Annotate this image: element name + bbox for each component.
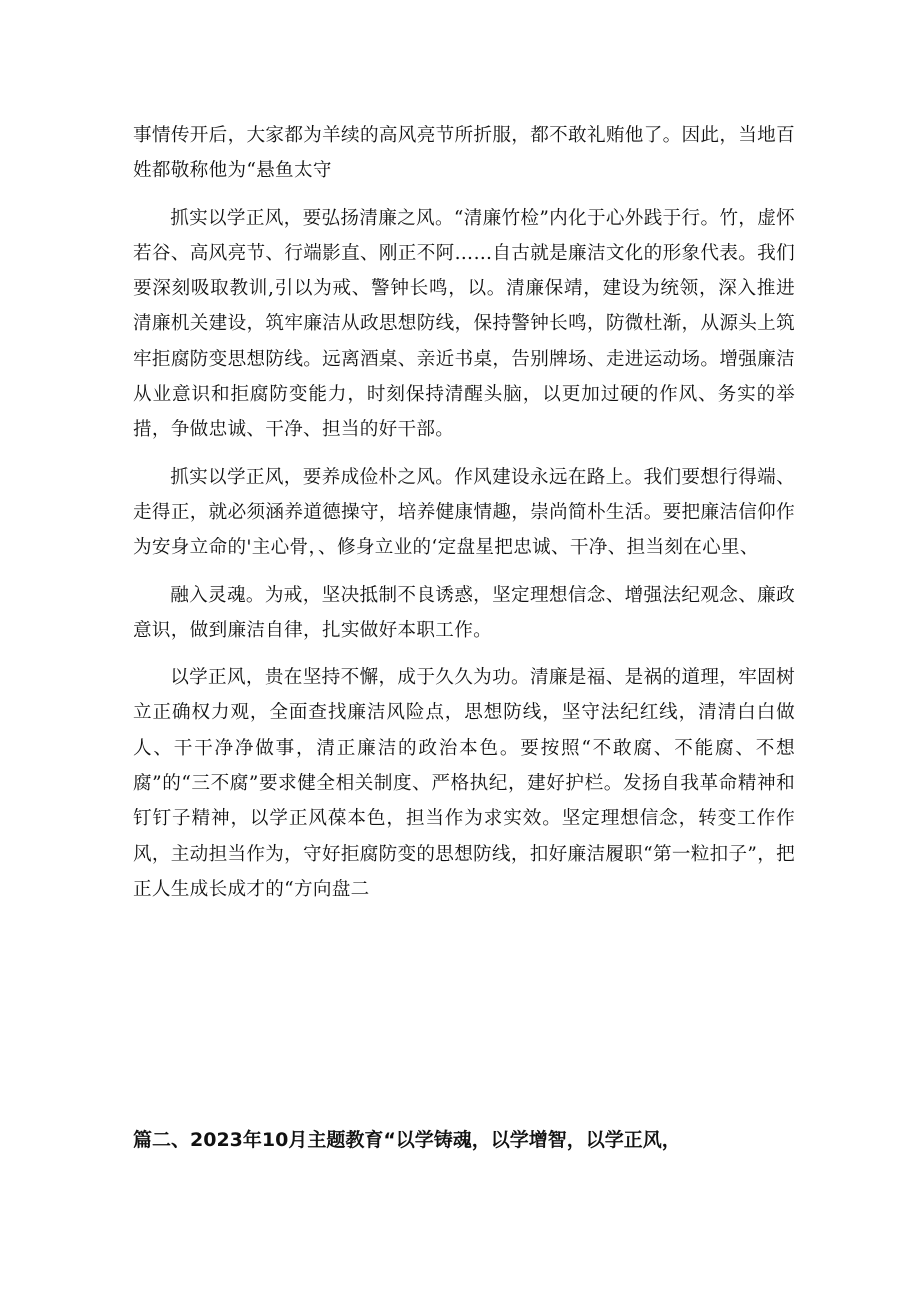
paragraph-1: 事情传开后，大家都为羊续的高风亮节所折服，都不敢礼贿他了。因此，当地百姓都敬称他为“悬鱼太守 — [133, 125, 795, 182]
paragraph-2: 抓实以学正风，要弘扬清廉之风。“清廉竹检”内化于心外践于行。竹，虚怀若谷、高风亮节、行端影直、刚正不阿……自古就是廉洁文化的形象代表。我们要深刻吸取教训,引以为戒、警钟长鸣，以。清廉保靖，建设为统领，深入推进清廉机关建设，筑牢廉洁从政思想防线，保持警钟长鸣，防微杜渐，从源头上筑牢拒腐防变思想防线。远离酒桌、亲近书桌，告别牌场、走进运动场。增强廉洁从业意识和拒腐防变能力，时刻保持清醒头脑，以更加过硬的作风、务实的举措，争做忠诚、干净、担当的好干部。 — [133, 207, 795, 441]
body-text — [133, 118, 795, 919]
paragraph-4: 融入灵魂。为戒，坚决抵制不良诱惑，坚定理想信念、增强法纪观念、廉政意识，做到廉洁自律，扎实做好本职工作。 — [133, 584, 795, 641]
paragraph-5: 以学正风，贵在坚持不懈，成于久久为功。清廉是福、是祸的道理，牢固树立正确权力观，全面查找廉洁风险点，思想防线，坚守法纪红线，清清白白做人、干干净净做事，清正廉洁的政治本色。要按照“不敢腐、不能腐、不想腐”的“三不腐”要求健全相关制度、严格执纪，建好护栏。发扬自我革命精神和钉钉子精神，以学正风葆本色，担当作为求实效。坚定理想信念，转变工作作风，主动担当作为，守好拒腐防变的思想防线，扣好廉洁履职“第一粒扣子”，把正人生成长成才的“方向盘二 — [133, 667, 795, 900]
paragraph-3: 抓实以学正风，要养成俭朴之风。作风建设永远在路上。我们要想行得端、走得正，就必须涵养道德操守，培养健康情趣，崇尚简朴生活。要把廉洁信仰作为安身立命的'主心骨，、修身立业的‘定盘星把忠诚、干净、担当刻在心里、 — [133, 466, 795, 559]
section-heading: 篇二、2023年10月主题教育“以学铸魂，以学增智，以学正风， — [133, 1129, 681, 1151]
